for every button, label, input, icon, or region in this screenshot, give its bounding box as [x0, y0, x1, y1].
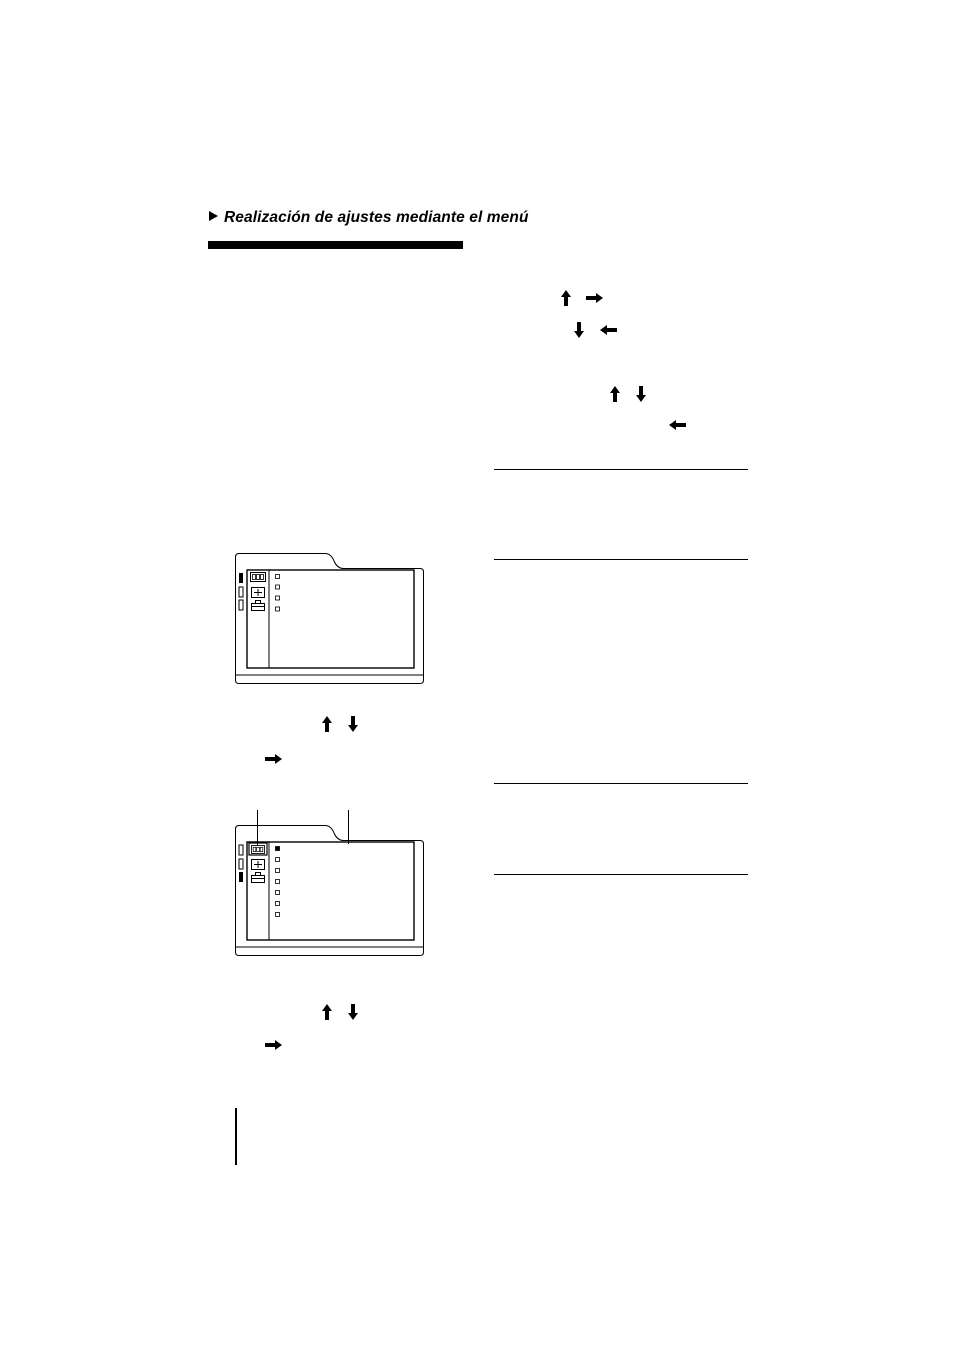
section-title-text: Realización de ajustes mediante el menú	[224, 209, 529, 226]
divider-rule	[494, 874, 748, 875]
arrow-left-icon	[667, 414, 689, 436]
arrow-up-icon	[555, 287, 577, 309]
setup-menu-icon	[251, 600, 265, 611]
menu-items-list	[275, 846, 281, 920]
menu-diagram-2	[235, 825, 424, 956]
setup-menu-icon	[251, 872, 265, 883]
divider-rule	[494, 559, 748, 560]
arrow-up-icon	[316, 1001, 338, 1023]
section-title	[209, 209, 529, 227]
heading-bar	[208, 241, 463, 249]
menu-items-list	[275, 574, 281, 614]
arrow-down-icon	[568, 319, 590, 341]
divider-rule	[494, 783, 748, 784]
arrow-up-icon	[604, 383, 626, 405]
arrow-left-icon	[598, 319, 620, 341]
page-margin-line	[235, 1108, 237, 1165]
arrow-up-icon	[316, 713, 338, 735]
input-setting-menu-icon	[251, 859, 265, 870]
input-setting-menu-icon	[251, 587, 265, 598]
play-triangle-icon	[209, 211, 218, 221]
arrow-down-icon	[342, 713, 364, 735]
picture-menu-icon	[250, 572, 266, 582]
divider-rule	[494, 469, 748, 470]
arrow-right-icon	[262, 1034, 284, 1056]
menu-diagram-1	[235, 553, 424, 684]
arrow-right-icon	[262, 748, 284, 770]
picture-menu-icon	[251, 845, 265, 854]
arrow-down-icon	[342, 1001, 364, 1023]
arrow-down-icon	[630, 383, 652, 405]
arrow-right-icon	[583, 287, 605, 309]
